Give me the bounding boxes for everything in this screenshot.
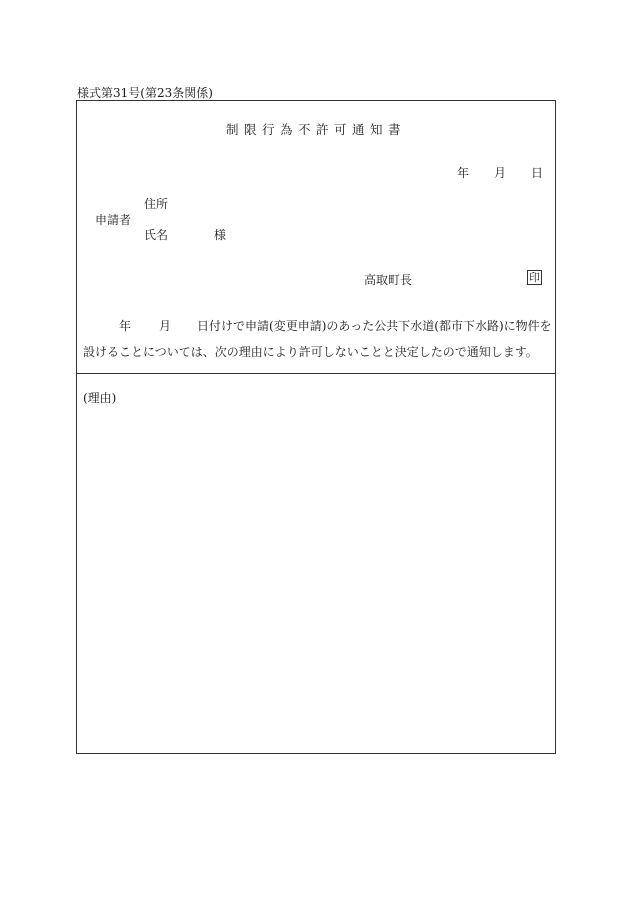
- body-year-label: 年: [119, 319, 132, 333]
- body-text-line-2: 設けることについては、次の理由により許可しないことと決定したので通知します。: [83, 345, 538, 359]
- notice-form: [76, 100, 556, 754]
- applicant-address-label: 住所: [144, 197, 169, 211]
- date-day-label: 日: [531, 166, 544, 180]
- date-month-label: 月: [494, 166, 507, 180]
- applicant-label: 申請者: [95, 213, 132, 227]
- date-year-label: 年: [457, 166, 470, 180]
- section-divider: [77, 373, 555, 374]
- body-text-line-1: [119, 317, 552, 334]
- body-month-label: 月: [159, 319, 172, 333]
- body-line-1-text: 日付けで申請(変更申請)のあった公共下水道(都市下水路)に物件を: [197, 319, 552, 333]
- issuer-name: 高取町長: [364, 273, 413, 287]
- reason-label: (理由): [83, 391, 117, 405]
- form-number: 様式第31号(第23条関係): [77, 86, 213, 100]
- honorific-label: 様: [214, 228, 227, 242]
- seal-mark: 印: [529, 271, 540, 284]
- applicant-name-label: 氏名: [144, 228, 169, 242]
- document-title: 制限行為不許可通知書: [225, 122, 406, 137]
